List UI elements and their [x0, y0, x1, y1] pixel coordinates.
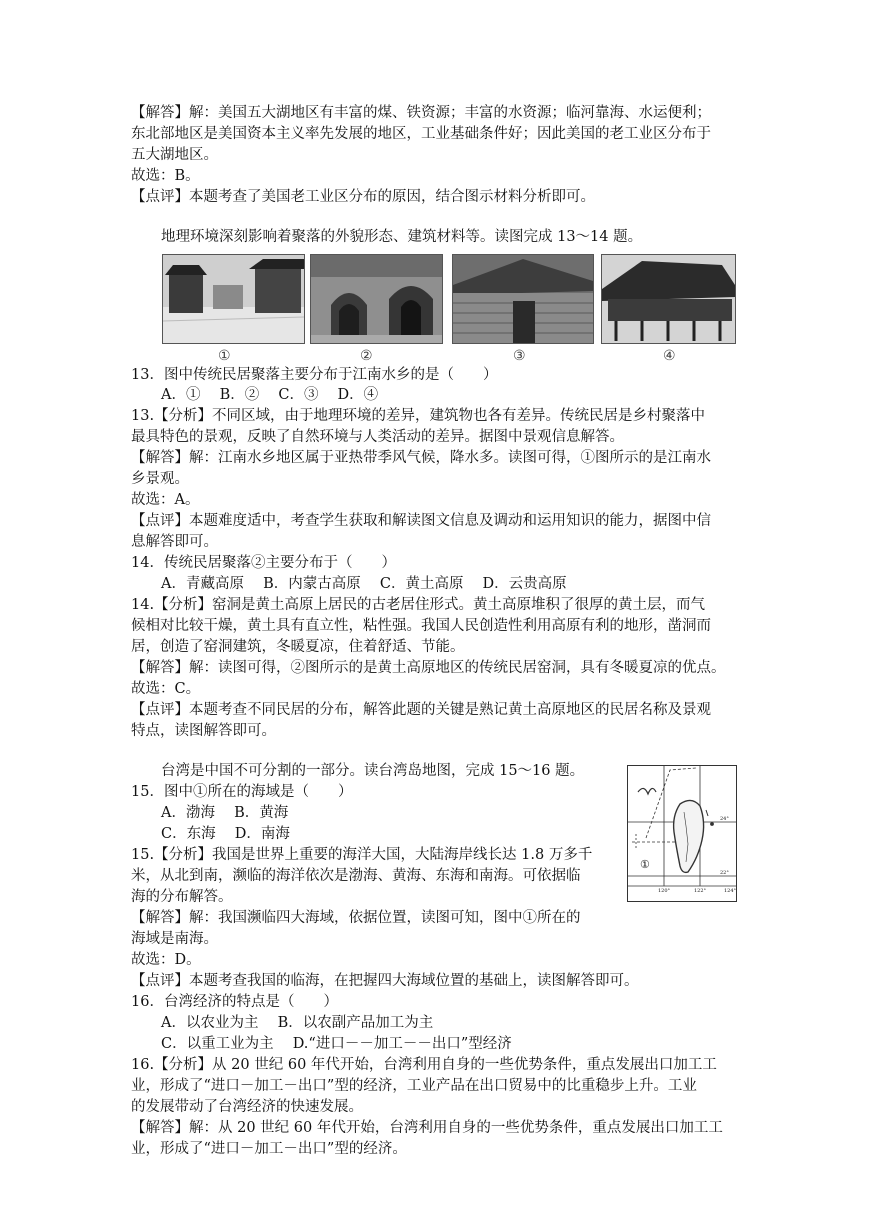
photo-cave-dwelling	[310, 254, 443, 344]
text-line: 故选：B。	[131, 168, 200, 184]
taiwan-map	[627, 765, 737, 902]
map-marker-1: ①	[640, 858, 650, 871]
text-line: 14.【分析】窑洞是黄土高原上居民的古老居住形式。黄土高原堆积了很厚的黄土层，而气	[131, 597, 706, 613]
text-line: 【解答】解：从 20 世纪 60 年代开始，台湾利用自身的一些优势条件，重点发展出口加工工	[131, 1120, 723, 1136]
photo-water-town	[162, 254, 305, 344]
text-line: 13.【分析】不同区域，由于地理环境的差异，建筑物也各有差异。传统民居是乡村聚落中	[131, 408, 706, 424]
text-line: 13．图中传统民居聚落主要分布于江南水乡的是（ ）	[131, 367, 498, 383]
map-lon-120: 120°	[658, 888, 671, 894]
text-line: A．青藏高原 B．内蒙古高原 C．黄土高原 D．云贵高原	[161, 576, 567, 592]
map-lon-122: 122°	[694, 888, 707, 894]
text-line: 【点评】本题考查我国的临海，在把握四大海域位置的基础上，读图解答即可。	[131, 973, 639, 989]
text-line: 【解答】解：我国濒临四大海域，依据位置，读图可知，图中①所在的	[131, 910, 581, 926]
text-line: 乡景观。	[131, 471, 189, 487]
text-line: 故选：D。	[131, 952, 201, 968]
text-line: 地理环境深刻影响着聚落的外貌形态、建筑材料等。读图完成 13～14 题。	[161, 229, 643, 245]
settlement-photos	[160, 254, 736, 366]
text-line: 故选：C。	[131, 681, 201, 697]
text-line: 特点，读图解答即可。	[131, 723, 276, 739]
text-line: 16．台湾经济的特点是（ ）	[131, 994, 338, 1010]
text-line: 16.【分析】从 20 世纪 60 年代开始，台湾利用自身的一些优势条件，重点发展出口加工工	[131, 1057, 717, 1073]
text-line: 14．传统民居聚落②主要分布于（ ）	[131, 555, 396, 571]
text-line: 海域是南海。	[131, 931, 218, 947]
map-lat-24: 24°	[720, 816, 729, 822]
photo-label-2: ②	[360, 348, 373, 364]
text-line: A．以农业为主 B．以农副产品加工为主	[161, 1015, 434, 1031]
photo-label-1: ①	[218, 348, 231, 364]
text-line: 【点评】本题考查不同民居的分布，解答此题的关键是熟记黄土高原地区的民居名称及景观	[131, 702, 711, 718]
photo-label-4: ④	[663, 348, 676, 364]
text-line: 台湾是中国不可分割的一部分。读台湾岛地图，完成 15～16 题。	[161, 763, 585, 779]
photo-stone-house	[452, 254, 594, 344]
text-line: 【解答】解：读图可得，②图所示的是黄土高原地区的传统民居窑洞，具有冬暖夏凉的优点。	[131, 660, 726, 676]
text-line: 候相对比较干燥，黄土具有直立性，粘性强。我国人民创造性利用高原有利的地形，凿洞而	[131, 618, 711, 634]
text-line: 居，创造了窑洞建筑，冬暖夏凉，住着舒适、节能。	[131, 639, 465, 655]
text-line: 故选：A。	[131, 492, 200, 508]
text-line: 五大湖地区。	[131, 147, 218, 163]
map-lon-124: 124°	[724, 888, 737, 894]
text-line: 东北部地区是美国资本主义率先发展的地区，工业基础条件好；因此美国的老工业区分布于	[131, 126, 711, 142]
text-line: 米，从北到南，濒临的海洋依次是渤海、黄海、东海和南海。可依据临	[131, 868, 581, 884]
text-line: 15.【分析】我国是世界上重要的海洋大国，大陆海岸线长达 1.8 万多千	[131, 847, 593, 863]
text-line: 业，形成了“进口－加工－出口”型的经济。	[131, 1141, 407, 1157]
text-line: C．东海 D．南海	[161, 826, 290, 842]
text-line: 【点评】本题考查了美国老工业区分布的原因，结合图示材料分析即可。	[131, 189, 595, 205]
text-line: 【点评】本题难度适中，考查学生获取和解读图文信息及调动和运用知识的能力，据图中信	[131, 513, 711, 529]
text-line: A．渤海 B．黄海	[161, 805, 289, 821]
text-line: 息解答即可。	[131, 534, 218, 550]
text-line: 的发展带动了台湾经济的快速发展。	[131, 1099, 363, 1115]
text-line: C．以重工业为主 D.“进口－－加工－－出口”型经济	[161, 1036, 512, 1052]
text-line: 最具特色的景观，反映了自然环境与人类活动的差异。据图中景观信息解答。	[131, 429, 624, 445]
photo-label-3: ③	[513, 348, 526, 364]
photo-stilt-house	[601, 254, 736, 344]
text-line: 15．图中①所在的海域是（ ）	[131, 784, 353, 800]
text-line: 【解答】解：美国五大湖地区有丰富的煤、铁资源；丰富的水资源；临河靠海、水运便利；	[131, 105, 711, 121]
text-line: A．① B．② C．③ D．④	[161, 387, 379, 403]
text-line: 【解答】解：江南水乡地区属于亚热带季风气候，降水多。读图可得，①图所示的是江南水	[131, 450, 711, 466]
text-line: 业，形成了“进口－加工－出口”型的经济，工业产品在出口贸易中的比重稳步上升。工业	[131, 1078, 697, 1094]
map-lat-22: 22°	[720, 870, 729, 876]
text-line: 海的分布解答。	[131, 889, 233, 905]
